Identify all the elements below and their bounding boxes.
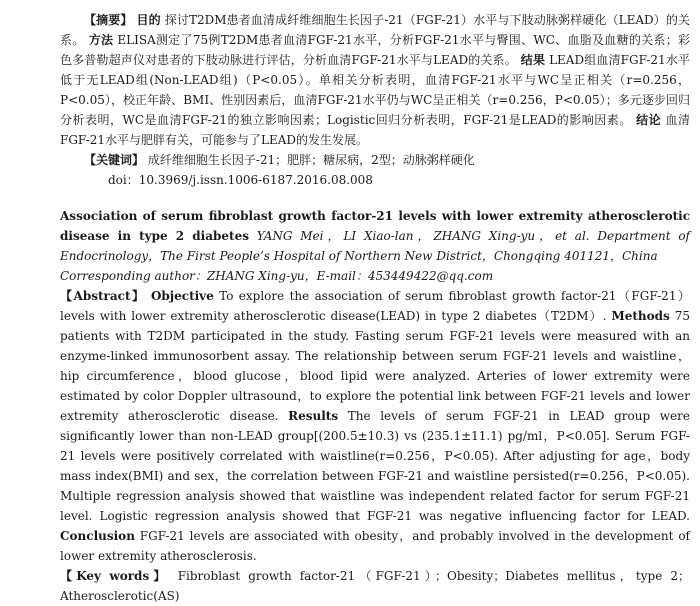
paper-page bbox=[60, 10, 690, 606]
doi: doi：10.3969/j.issn.1006-6187.2016.08.008 bbox=[108, 173, 373, 187]
en-results-text: The levels of serum FGF-21 in LEAD group were significantly lower than non-LEAD group[(200.5±10.3) vs (235.1±11.1) pg/ml，P<0.05]. Serum FGF-21 levels were positively correlated with waistline(r=0.256，P<0.05). After adjusting for age，body mass index(BMI) and sex，the correlation between FGF-21 and waistline persisted(r=0.256，P<0.05). Multiple regression analysis showed that waistline was independent related factor for serum FGF-21 level. Logistic regression analysis showed that FGF-21 was negative influencing factor for LEAD. bbox=[60, 409, 690, 523]
zh-conclusion-label: 结论 bbox=[636, 113, 662, 127]
en-methods-text: 75 patients with T2DM participated in the study. Fasting serum FGF-21 levels were measured with an enzyme-linked immunosorbent assay. The relationship between serum FGF-21 levels and waistline，hip circumference，blood glucose，blood lipid were analyzed. Arteries of lower extremity were estimated by color Doppler ultrasound，to explore the potential link between FGF-21 levels and lower extremity atherosclerotic disease. bbox=[60, 309, 690, 423]
en-abstract-label: 【Abstract】 bbox=[60, 289, 146, 303]
en-conclusion-text: FGF-21 levels are associated with obesity，and probably involved in the development of lower extremity atherosclerosis. bbox=[60, 529, 690, 563]
zh-results-label: 结果 bbox=[520, 53, 546, 67]
zh-abstract-paragraph bbox=[60, 10, 690, 150]
zh-abstract-label: 【摘要】 bbox=[84, 13, 133, 27]
zh-methods-label: 方法 bbox=[88, 33, 114, 47]
en-conclusion-label: Conclusion bbox=[60, 529, 135, 543]
zh-conclusion-text: 血清FGF-21水平与肥胖有关，可能参与了LEAD的发生发展。 bbox=[60, 113, 690, 147]
en-results-label: Results bbox=[288, 409, 339, 423]
english-abstract bbox=[60, 206, 690, 606]
en-keywords-label: 【Key words】 bbox=[60, 569, 170, 583]
en-title: Association of serum fibroblast growth factor-21 levels with lower extremity atherosclerotic disease in type 2 diabetes bbox=[60, 209, 690, 243]
en-corresponding-author: Corresponding author：ZHANG Xing-yu，E-mail：453449422@qq.com bbox=[60, 269, 494, 283]
en-methods-label: Methods bbox=[611, 309, 670, 323]
zh-objective-text: 探讨T2DM患者血清成纤维细胞生长因子-21（FGF-21）水平与下肢动脉粥样硬化（LEAD）的关系。 bbox=[60, 13, 690, 47]
zh-keywords-text: 成纤维细胞生长因子-21；肥胖；糖尿病，2型；动脉粥样硬化 bbox=[147, 153, 475, 167]
en-abstract-paragraph bbox=[60, 286, 690, 566]
en-objective-text: To explore the association of serum fibroblast growth factor-21（FGF-21）levels with lower extremity atherosclerotic disease(LEAD) in type 2 diabetes（T2DM）. bbox=[60, 289, 690, 323]
zh-methods-text: ELISA测定了75例T2DM患者血清FGF-21水平，分析FGF-21水平与臀围、WC、血脂及血糖的关系；彩色多普勒超声仪对患者的下肢动脉进行评估，分析血清FGF-21水平与LEAD的关系。 bbox=[60, 33, 690, 67]
chinese-abstract bbox=[60, 10, 690, 190]
zh-keywords bbox=[60, 150, 690, 170]
en-keywords bbox=[60, 566, 690, 606]
en-keywords-text: Fibroblast growth factor-21（FGF-21）；Obesity；Diabetes mellitus，type 2；Atherosclerotic(AS) bbox=[60, 569, 690, 603]
zh-keywords-label: 【关键词】 bbox=[84, 153, 145, 167]
en-title-line bbox=[60, 206, 690, 266]
zh-objective-label: 目的 bbox=[136, 13, 161, 27]
en-authors-affiliation: YANG Mei，LI Xiao-lan，ZHANG Xing-yu，et al. Department of Endocrinology，The First People’s Hospital of Northern New District，Chongqing 401121，China bbox=[60, 229, 690, 263]
en-objective-label: Objective bbox=[150, 289, 214, 303]
zh-results-text: LEAD组血清FGF-21水平低于无LEAD组(Non-LEAD组)（P<0.05）。单相关分析表明，血清FGF-21水平与WC呈正相关（r=0.256，P<0.05），校正年龄、BMI、性别因素后，血清FGF-21水平仍与WC呈正相关（r=0.256，P<0.05）；多元逐步回归分析表明，WC是血清FGF-21的独立影响因素；Logistic回归分析表明，FGF-21是LEAD的影响因素。 bbox=[60, 53, 690, 127]
